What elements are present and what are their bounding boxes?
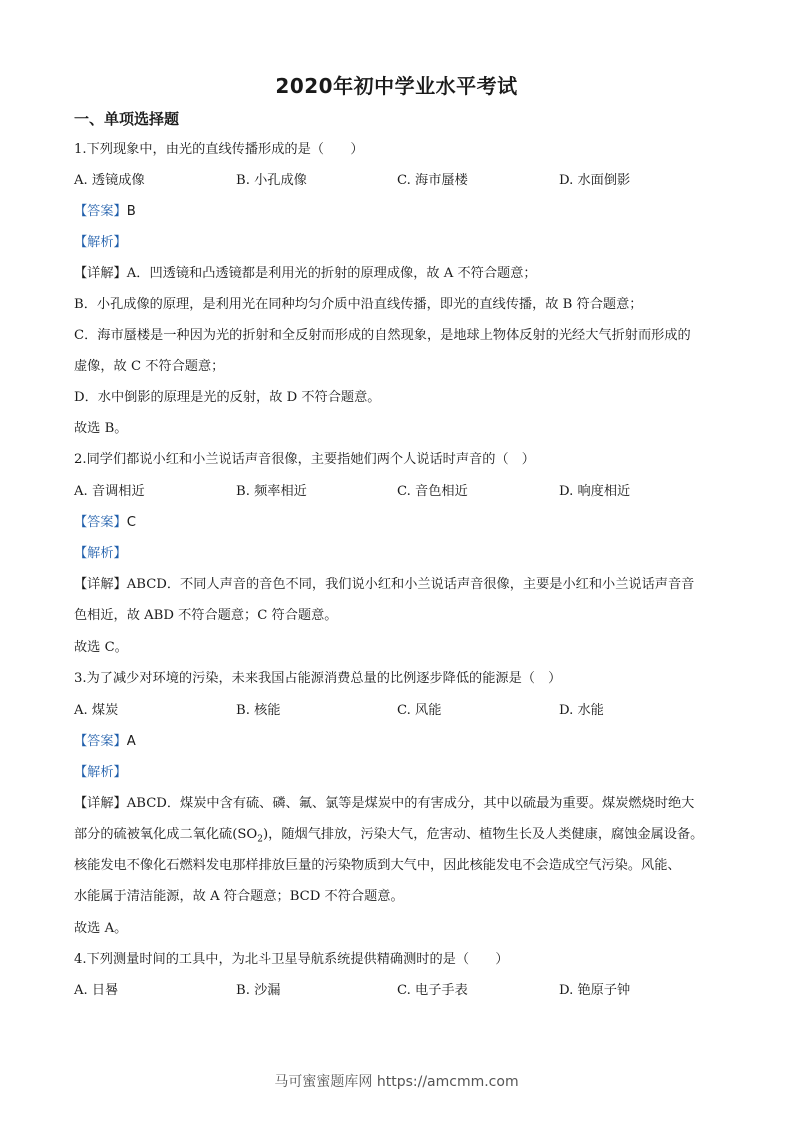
q4-option-d: D. 铯原子钟 [559,983,631,998]
q2-stem: 2.同学们都说小红和小兰说话声音很像，主要指她们两个人说话时声音的（ ） [74,452,535,467]
q4-option-b: B. 沙漏 [236,983,281,998]
q1-analysis-tag: 【解析】 [74,235,127,250]
section-heading: 一、单项选择题 [74,110,180,128]
q1-conclusion: 故选 B。 [74,421,128,436]
q1-option-a: A. 透镜成像 [74,173,145,188]
q3-stem: 3.为了减少对环境的污染，未来我国占能源消费总量的比例逐步降低的能源是（ ） [74,671,562,686]
q2-answer [74,514,719,532]
answer-tag: 【答案】 [74,515,127,530]
answer-tag: 【答案】 [74,734,127,749]
q2-detail-line: 【详解】ABCD．不同人声音的音色不同，我们说小红和小兰说话声音很像，主要是小红和小兰说话声音音 [74,577,695,592]
q3-detail-text: )，随烟气排放，污染大气，危害动、植物生长及人类健康，腐蚀金属设备。 [262,827,704,842]
q1-detail-line: D．水中倒影的原理是光的反射，故 D 不符合题意。 [74,390,381,405]
q3-option-b: B. 核能 [236,703,281,718]
q1-detail-line: B．小孔成像的原理，是利用光在同种均匀介质中沿直线传播，即光的直线传播，故 B 符合题意； [74,297,643,312]
q2-option-a: A. 音调相近 [74,484,145,499]
q3-detail-subscript: 2 [257,834,263,845]
q3-answer [74,733,719,751]
q1-options [74,172,719,190]
answer-value: C [126,515,136,530]
q3-options [74,702,719,720]
answer-tag: 【答案】 [74,204,127,219]
q4-options [74,982,719,1000]
q2-option-b: B. 频率相近 [236,484,307,499]
q3-analysis-tag: 【解析】 [74,765,127,780]
q1-detail-line: 【详解】A．凹透镜和凸透镜都是利用光的折射的原理成像，故 A 不符合题意； [74,266,537,281]
answer-value: A [126,734,136,749]
q1-option-b: B. 小孔成像 [236,173,307,188]
q3-detail-text: 部分的硫被氧化成二氧化硫(SO [74,827,258,842]
q1-option-d: D. 水面倒影 [559,173,631,188]
q4-option-a: A. 日晷 [74,983,119,998]
q2-conclusion: 故选 C。 [74,640,128,655]
q3-detail-line: 【详解】ABCD．煤炭中含有硫、磷、氟、氯等是煤炭中的有害成分，其中以硫最为重要。煤炭燃烧时绝大 [74,796,695,811]
page-title: 2020年初中学业水平考试 [275,74,518,98]
answer-value: B [126,204,136,219]
q4-option-c: C. 电子手表 [397,983,468,998]
q2-option-d: D. 响度相近 [559,484,631,499]
q3-detail-line: 水能属于清洁能源，故 A 符合题意；BCD 不符合题意。 [74,889,404,904]
q2-options [74,483,719,501]
footer-watermark: 马可蜜蜜题库网 https://amcmm.com [274,1074,519,1090]
q2-analysis-tag: 【解析】 [74,546,127,561]
q2-option-c: C. 音色相近 [397,484,468,499]
q3-option-c: C. 风能 [397,703,442,718]
q1-detail-line: C．海市蜃楼是一种因为光的折射和全反射而形成的自然现象，是地球上物体反射的光经大气折射而形成的 [74,328,691,343]
q1-answer [74,203,719,221]
q4-stem: 4.下列测量时间的工具中，为北斗卫星导航系统提供精确测时的是（ ） [74,952,509,967]
q3-detail-line: 核能发电不像化石燃料发电那样排放巨量的污染物质到大气中，因此核能发电不会造成空气污染。风能、 [74,858,681,873]
q3-option-d: D. 水能 [559,703,604,718]
q3-conclusion: 故选 A。 [74,921,128,936]
q3-detail-line [74,826,719,849]
q2-detail-line: 色相近，故 ABD 不符合题意；C 符合题意。 [74,608,338,623]
q1-stem: 1.下列现象中，由光的直线传播形成的是（ ） [74,142,364,157]
q1-detail-line: 虚像，故 C 不符合题意； [74,359,225,374]
q3-option-a: A. 煤炭 [74,703,119,718]
q1-option-c: C. 海市蜃楼 [397,173,468,188]
